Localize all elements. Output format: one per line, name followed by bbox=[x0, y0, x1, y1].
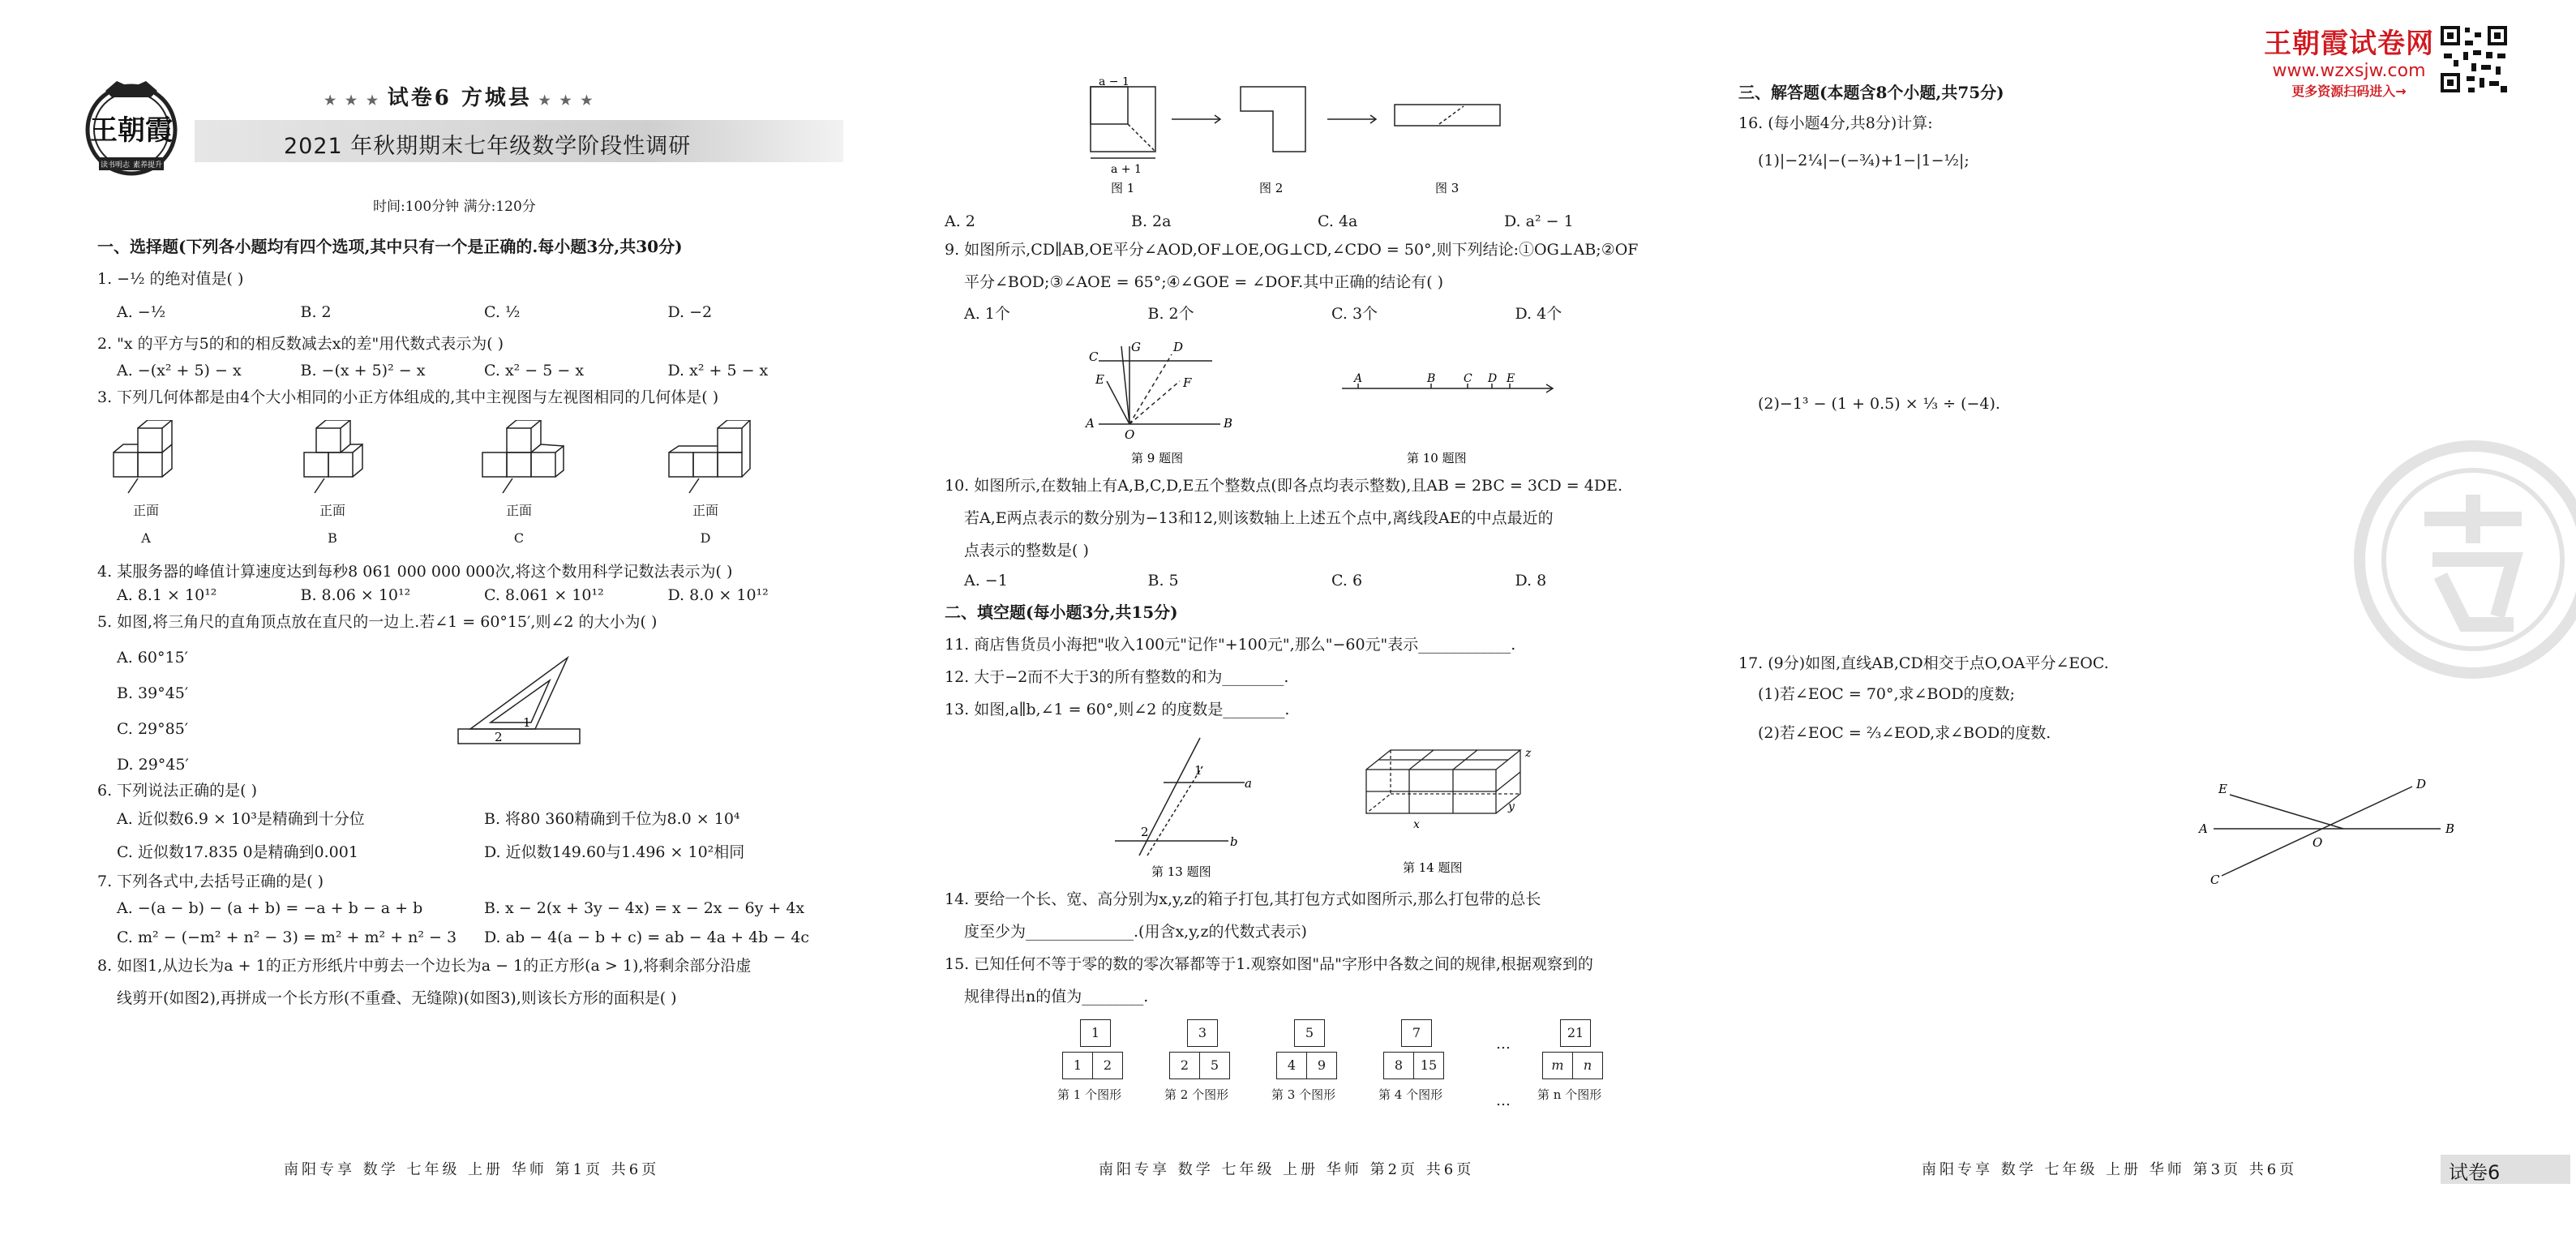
q2-option-b[interactable]: B. −(x + 5)² − x bbox=[300, 362, 426, 380]
q3-figures bbox=[97, 420, 851, 546]
svg-text:第 10 题图: 第 10 题图 bbox=[1407, 451, 1467, 465]
q6-options-row2 bbox=[117, 840, 851, 862]
brand-logo bbox=[81, 73, 186, 178]
q13-figure bbox=[1107, 726, 1269, 880]
q9-options bbox=[964, 302, 1699, 324]
q17-part-2: (2)若∠EOC = ⅔∠EOD,求∠BOD的度数. bbox=[1758, 724, 2051, 742]
q10-option-b[interactable]: B. 5 bbox=[1147, 572, 1179, 590]
ellipsis: … bbox=[1496, 1036, 1511, 1053]
svg-text:D: D bbox=[1173, 340, 1184, 354]
pattern-top-cell: 7 bbox=[1401, 1019, 1432, 1047]
q1-option-d[interactable]: D. −2 bbox=[667, 303, 713, 321]
svg-text:a + 1: a + 1 bbox=[1111, 163, 1142, 176]
q15-pattern-figures bbox=[945, 1019, 1699, 1125]
triangle-ruler-figure bbox=[454, 650, 592, 755]
svg-text:C: C bbox=[2210, 873, 2220, 887]
question-7: 7. 下列各式中,去括号正确的是( ) bbox=[97, 873, 324, 890]
svg-text:B: B bbox=[2445, 821, 2455, 836]
q17-figure bbox=[2189, 770, 2465, 892]
svg-text:E: E bbox=[1095, 372, 1104, 387]
q13-q14-figures bbox=[945, 721, 1699, 883]
cube-figure bbox=[97, 420, 195, 497]
svg-text:B: B bbox=[1427, 372, 1436, 385]
q6-options-row1 bbox=[117, 807, 851, 829]
q1-option-a[interactable]: A. −½ bbox=[117, 303, 166, 321]
q5-option-c[interactable]: C. 29°85′ bbox=[117, 720, 189, 738]
brand-name: 王朝霞试卷网 bbox=[2264, 28, 2434, 60]
q8-option-d[interactable]: D. a² − 1 bbox=[1504, 212, 1574, 230]
q7-option-b[interactable]: B. x − 2(x + 3y − 4x) = x − 2x − 6y + 4x bbox=[484, 899, 805, 917]
front-label: 正面 bbox=[692, 503, 718, 518]
q1-option-b[interactable]: B. 2 bbox=[300, 303, 332, 321]
q10-options bbox=[964, 572, 1699, 590]
q5-option-d[interactable]: D. 29°45′ bbox=[117, 756, 189, 774]
pattern-top-cell: 21 bbox=[1560, 1019, 1591, 1047]
svg-text:王朝霞: 王朝霞 bbox=[90, 114, 173, 147]
q9-q10-figures bbox=[945, 324, 1699, 470]
svg-text:O: O bbox=[2312, 835, 2323, 850]
q2-options bbox=[117, 362, 851, 380]
q4-option-d[interactable]: D. 8.0 × 10¹² bbox=[667, 586, 769, 604]
pattern-caption: 第 4 个图形 bbox=[1378, 1087, 1443, 1102]
svg-text:F: F bbox=[1183, 375, 1192, 390]
pattern-top-cell: 1 bbox=[1080, 1019, 1111, 1047]
svg-text:E: E bbox=[1507, 372, 1515, 385]
svg-text:B: B bbox=[1224, 416, 1233, 431]
pattern-left-cell: 8 bbox=[1383, 1052, 1414, 1079]
page-1 bbox=[73, 0, 851, 1235]
figure-label: A bbox=[141, 530, 151, 546]
pattern-left-cell: m bbox=[1542, 1052, 1573, 1079]
q5-option-b[interactable]: B. 39°45′ bbox=[117, 684, 189, 702]
question-11: 11. 商店售货员小海把"收入100元"记作"+100元",那么"−60元"表示____________. bbox=[945, 636, 1516, 654]
pattern-caption: 第 2 个图形 bbox=[1164, 1087, 1229, 1102]
q3-figure-d[interactable] bbox=[657, 420, 843, 546]
figure-label: B bbox=[328, 530, 337, 546]
q10-option-d[interactable]: D. 8 bbox=[1515, 572, 1547, 590]
question-13: 13. 如图,a∥b,∠1 = 60°,则∠2 的度数是________. bbox=[945, 701, 1290, 718]
q7-option-c[interactable]: C. m² − (−m² + n² − 3) = m² + m² + n² − 3 bbox=[117, 928, 457, 946]
svg-text:a: a bbox=[1245, 776, 1252, 791]
section-3-title: 三、解答题(本题含8个小题,共75分) bbox=[1738, 83, 2004, 102]
page-3-footer: 南阳专享 数学 七年级 上册 华师 第3页 共6页 bbox=[1922, 1161, 2298, 1178]
q9-option-c[interactable]: C. 3个 bbox=[1331, 305, 1378, 323]
svg-text:z: z bbox=[1525, 747, 1532, 760]
q2-option-a[interactable]: A. −(x² + 5) − x bbox=[117, 362, 242, 380]
svg-text:G: G bbox=[1131, 340, 1141, 354]
page-title: 2021 年秋期期末七年级数学阶段性调研 bbox=[284, 134, 692, 159]
q1-option-c[interactable]: C. ½ bbox=[484, 303, 521, 321]
paper-tag bbox=[2441, 1155, 2570, 1184]
question-14-line2: 度至少为______________.(用含x,y,z的代数式表示) bbox=[964, 923, 1307, 941]
question-8-line1: 8. 如图1,从边长为a + 1的正方形纸片中剪去一个边长为a − 1的正方形(a > 1),将剩余部分沿虚 bbox=[97, 957, 752, 975]
paper-number: ★ ★ ★ 试卷6 方城县 ★ ★ ★ bbox=[324, 86, 595, 110]
q9-figure bbox=[1082, 337, 1245, 474]
cube-figure bbox=[470, 420, 568, 497]
q4-options bbox=[117, 586, 851, 604]
pattern-group bbox=[1057, 1019, 1123, 1103]
q8-option-b[interactable]: B. 2a bbox=[1131, 212, 1172, 230]
question-5: 5. 如图,将三角尺的直角顶点放在直尺的一边上.若∠1 = 60°15′,则∠2 的大小为( ) bbox=[97, 613, 658, 631]
question-10-line2: 若A,E两点表示的数分别为−13和12,则该数轴上上述五个点中,离线段AE的中点最近的 bbox=[964, 509, 1554, 527]
q4-option-b[interactable]: B. 8.06 × 10¹² bbox=[300, 586, 411, 604]
svg-text:第 9 题图: 第 9 题图 bbox=[1131, 451, 1184, 465]
question-1: 1. −½ 的绝对值是( ) bbox=[97, 270, 244, 288]
q4-option-c[interactable]: C. 8.061 × 10¹² bbox=[484, 586, 604, 604]
time-info: 时间:100分钟 满分:120分 bbox=[373, 199, 536, 215]
front-label: 正面 bbox=[319, 503, 345, 518]
pattern-caption: 第 1 个图形 bbox=[1057, 1087, 1122, 1102]
q1-options bbox=[117, 303, 851, 321]
svg-text:y: y bbox=[1508, 800, 1515, 813]
svg-text:A: A bbox=[1086, 416, 1095, 431]
svg-text:a − 1: a − 1 bbox=[1099, 77, 1129, 88]
q10-number-line bbox=[1342, 356, 1569, 470]
svg-text:A: A bbox=[1354, 372, 1363, 385]
paper-tag-label: 试卷6 bbox=[2449, 1161, 2501, 1184]
question-3: 3. 下列几何体都是由4个大小相同的小正方体组成的,其中主视图与左视图相同的几何体是( ) bbox=[97, 388, 719, 406]
q5-option-a[interactable]: A. 60°15′ bbox=[117, 649, 188, 667]
q6-option-d[interactable]: D. 近似数149.60与1.496 × 10²相同 bbox=[484, 843, 745, 861]
svg-text:读书明志: 读书明志 bbox=[100, 161, 131, 169]
pattern-left-cell: 2 bbox=[1169, 1052, 1200, 1079]
q7-option-a[interactable]: A. −(a − b) − (a + b) = −a + b − a + b bbox=[117, 899, 423, 917]
page-1-footer: 南阳专享 数学 七年级 上册 华师 第1页 共6页 bbox=[284, 1161, 660, 1178]
svg-text:b: b bbox=[1230, 834, 1238, 849]
q7-options-row1 bbox=[117, 899, 851, 917]
page-2-footer: 南阳专享 数学 七年级 上册 华师 第2页 共6页 bbox=[1099, 1161, 1475, 1178]
svg-text:x: x bbox=[1413, 818, 1420, 831]
svg-text:C: C bbox=[1089, 349, 1099, 364]
q6-option-b[interactable]: B. 将80 360精确到千位为8.0 × 10⁴ bbox=[484, 810, 740, 828]
q9-option-d[interactable]: D. 4个 bbox=[1515, 305, 1562, 323]
ellipsis: … bbox=[1496, 1092, 1511, 1109]
q17-part-1: (1)若∠EOC = 70°,求∠BOD的度数; bbox=[1758, 685, 2015, 703]
qr-code-icon[interactable] bbox=[2439, 24, 2509, 94]
q2-option-c[interactable]: C. x² − 5 − x bbox=[484, 362, 585, 380]
q3-figure-c[interactable] bbox=[470, 420, 657, 546]
q16-part-1: (1)|−2¼|−(−¾)+1−|1−½|; bbox=[1758, 152, 1970, 169]
brand-tip: 更多资源扫码进入→ bbox=[2291, 84, 2407, 99]
q4-option-a[interactable]: A. 8.1 × 10¹² bbox=[117, 586, 217, 604]
q9-option-b[interactable]: B. 2个 bbox=[1147, 305, 1194, 323]
pattern-group bbox=[1271, 1019, 1337, 1103]
front-label: 正面 bbox=[132, 503, 159, 518]
q3-figure-b[interactable] bbox=[284, 420, 470, 546]
question-17: 17. (9分)如图,直线AB,CD相交于点O,OA平分∠EOC. bbox=[1738, 654, 2109, 672]
page-2 bbox=[920, 0, 1699, 1235]
q7-option-d[interactable]: D. ab − 4(a − b + c) = ab − 4a + 4b − 4c bbox=[484, 928, 810, 946]
cube-figure bbox=[284, 420, 381, 497]
question-9-line1: 9. 如图所示,CD∥AB,OE平分∠AOD,OF⊥OE,OG⊥CD,∠CDO = 50°,则下列结论:①OG⊥AB;②OF bbox=[945, 241, 1639, 259]
svg-text:1: 1 bbox=[523, 715, 531, 730]
question-2: 2. "x 的平方与5的和的相反数减去x的差"用代数式表示为( ) bbox=[97, 335, 504, 353]
question-14-line1: 14. 要给一个长、宽、高分别为x,y,z的箱子打包,其打包方式如图所示,那么打包带的总长 bbox=[945, 890, 1541, 908]
question-8-line2: 线剪开(如图2),再拼成一个长方形(不重叠、无缝隙)(如图3),则该长方形的面积是( ) bbox=[117, 989, 677, 1007]
q10-option-c[interactable]: C. 6 bbox=[1331, 572, 1363, 590]
cube-figure bbox=[657, 420, 754, 497]
svg-text:图 3: 图 3 bbox=[1435, 181, 1459, 195]
svg-text:O: O bbox=[1125, 427, 1135, 442]
svg-text:A: A bbox=[2199, 821, 2208, 836]
q8-figures bbox=[1066, 77, 1650, 199]
question-10-line3: 点表示的整数是( ) bbox=[964, 542, 1089, 560]
question-9-line2: 平分∠BOD;③∠AOE = 65°;④∠GOE = ∠DOF.其中正确的结论有( ) bbox=[964, 273, 1444, 291]
svg-text:素养提升: 素养提升 bbox=[132, 161, 163, 169]
pattern-right-cell: 9 bbox=[1307, 1052, 1337, 1079]
q6-option-a[interactable]: A. 近似数6.9 × 10³是精确到十分位 bbox=[117, 810, 365, 828]
pattern-right-cell: n bbox=[1573, 1052, 1603, 1079]
pattern-group bbox=[1164, 1019, 1230, 1103]
svg-text:2: 2 bbox=[495, 730, 503, 744]
pattern-left-cell: 4 bbox=[1276, 1052, 1307, 1079]
star-icon: ★ ★ ★ bbox=[324, 92, 388, 108]
page-3 bbox=[1735, 0, 2514, 1235]
svg-text:1: 1 bbox=[1194, 763, 1202, 778]
pattern-caption: 第 n 个图形 bbox=[1537, 1087, 1602, 1102]
q7-options-row2 bbox=[117, 928, 851, 946]
question-15-line1: 15. 已知任何不等于零的数的零次幂都等于1.观察如图"品"字形中各数之间的规律,根据观察到的 bbox=[945, 955, 1593, 973]
q9-option-a[interactable]: A. 1个 bbox=[964, 305, 1010, 323]
section-2-title: 二、填空题(每小题3分,共15分) bbox=[945, 602, 1178, 622]
pattern-top-cell: 3 bbox=[1187, 1019, 1218, 1047]
svg-text:图 1: 图 1 bbox=[1111, 181, 1135, 195]
pattern-right-cell: 15 bbox=[1414, 1052, 1444, 1079]
q8-option-a[interactable]: A. 2 bbox=[945, 212, 975, 230]
svg-text:C: C bbox=[1464, 372, 1472, 385]
pattern-top-cell: 5 bbox=[1294, 1019, 1325, 1047]
question-10-line1: 10. 如图所示,在数轴上有A,B,C,D,E五个整数点(即各点均表示整数),且AB = 2BC = 3CD = 4DE. bbox=[945, 477, 1623, 495]
question-12: 12. 大于−2而不大于3的所有整数的和为________. bbox=[945, 668, 1289, 686]
pattern-right-cell: 2 bbox=[1093, 1052, 1123, 1079]
front-label: 正面 bbox=[505, 503, 532, 518]
q6-option-c[interactable]: C. 近似数17.835 0是精确到0.001 bbox=[117, 843, 358, 861]
svg-text:图 2: 图 2 bbox=[1259, 181, 1284, 195]
q8-option-c[interactable]: C. 4a bbox=[1318, 212, 1358, 230]
brand-url: www.wzxsjw.com bbox=[2272, 61, 2426, 81]
pattern-caption: 第 3 个图形 bbox=[1271, 1087, 1336, 1102]
figure-label: D bbox=[700, 530, 711, 546]
pattern-right-cell: 5 bbox=[1200, 1052, 1230, 1079]
question-6: 6. 下列说法正确的是( ) bbox=[97, 782, 258, 800]
svg-text:D: D bbox=[2416, 777, 2427, 791]
q3-figure-a[interactable] bbox=[97, 420, 284, 546]
star-icon: ★ ★ ★ bbox=[531, 92, 595, 108]
q5-options bbox=[117, 640, 189, 783]
pattern-left-cell: 1 bbox=[1062, 1052, 1093, 1079]
q5-block bbox=[97, 633, 851, 776]
q8-options bbox=[945, 212, 1699, 230]
q14-box-figure bbox=[1358, 737, 1545, 880]
pattern-group bbox=[1537, 1019, 1603, 1103]
svg-text:D: D bbox=[1488, 372, 1498, 385]
question-16: 16. (每小题4分,共8分)计算: bbox=[1738, 114, 1933, 132]
figure-label: C bbox=[513, 530, 525, 546]
svg-text:第 13 题图: 第 13 题图 bbox=[1151, 864, 1211, 879]
section-1-title: 一、选择题(下列各小题均有四个选项,其中只有一个是正确的.每小题3分,共30分) bbox=[97, 237, 683, 256]
question-4: 4. 某服务器的峰值计算速度达到每秒8 061 000 000 000次,将这个数用科学记数法表示为( ) bbox=[97, 563, 733, 581]
pattern-group bbox=[1378, 1019, 1444, 1103]
q16-part-2: (2)−1³ − (1 + 0.5) × ⅓ ÷ (−4). bbox=[1758, 395, 2000, 413]
q2-option-d[interactable]: D. x² + 5 − x bbox=[667, 362, 769, 380]
q10-option-a[interactable]: A. −1 bbox=[964, 572, 1008, 590]
question-15-line2: 规律得出n的值为________. bbox=[964, 988, 1149, 1006]
svg-text:第 14 题图: 第 14 题图 bbox=[1403, 860, 1463, 875]
svg-text:E: E bbox=[2218, 782, 2227, 796]
svg-text:2: 2 bbox=[1141, 825, 1149, 839]
